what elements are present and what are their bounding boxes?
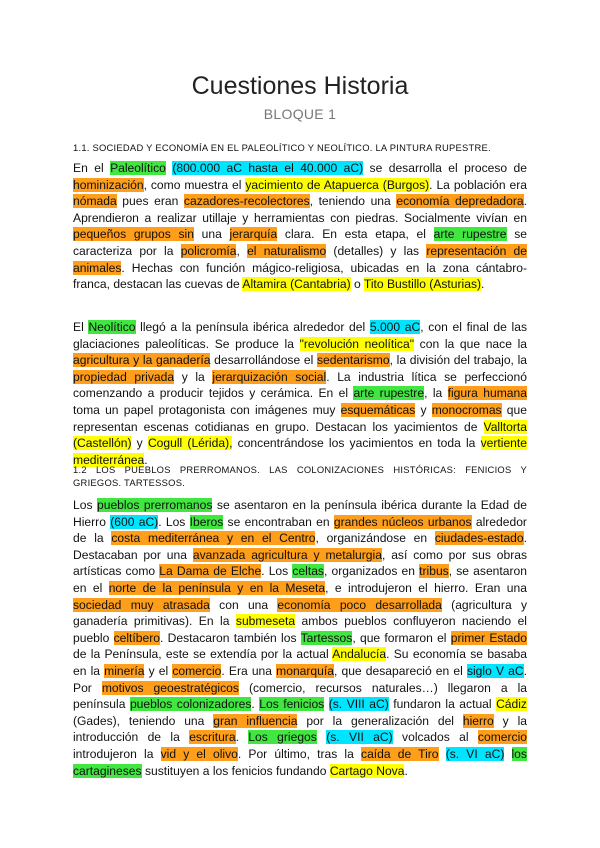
section-2-heading: 1.2 LOS PUEBLOS PRERROMANOS. LAS COLONIZACIONES HISTÓRICAS: FENICIOS Y GRIEGOS. TARTESSOS. bbox=[73, 464, 527, 488]
highlight-orange: policromía bbox=[180, 243, 237, 258]
highlight-orange: esquemáticas bbox=[340, 402, 416, 417]
highlight-yellow: Cartago Nova bbox=[329, 763, 405, 778]
highlight-orange: sociedad muy atrasada bbox=[73, 597, 210, 612]
highlight-orange: costa mediterránea y en el Centro bbox=[111, 531, 316, 546]
highlight-green: Iberos bbox=[189, 514, 224, 529]
highlight-orange: tribus bbox=[419, 564, 449, 579]
document-subtitle: BLOQUE 1 bbox=[263, 106, 337, 122]
highlight-orange: hominización bbox=[73, 177, 144, 192]
highlight-cyan: 5.000 aC bbox=[369, 320, 421, 334]
highlight-orange: nómada bbox=[73, 194, 117, 209]
highlight-green: arte rupestre bbox=[433, 227, 507, 242]
highlight-cyan: (s. VI aC) bbox=[445, 746, 505, 761]
highlight-orange: La Dama de Elche bbox=[159, 564, 262, 579]
highlight-orange: celtíbero bbox=[113, 630, 160, 645]
highlight-green: Los fenicios bbox=[259, 697, 325, 712]
highlight-orange: jerarquización social bbox=[212, 369, 327, 384]
highlight-orange: economía poco desarrollada bbox=[277, 597, 442, 612]
highlight-orange: el naturalismo bbox=[247, 243, 327, 258]
highlight-cyan: (s. VIII aC) bbox=[328, 697, 389, 712]
highlight-green: Neolítico bbox=[88, 320, 136, 334]
highlight-orange: grandes núcleos urbanos bbox=[333, 514, 472, 529]
highlight-yellow: submeseta bbox=[235, 614, 296, 629]
highlight-orange: propiedad privada bbox=[73, 369, 175, 384]
highlight-yellow: Valltorta (Castellón) bbox=[73, 419, 527, 451]
highlight-green: Paleolítico bbox=[110, 161, 166, 175]
highlight-yellow: Andalucía bbox=[332, 647, 387, 662]
highlight-orange: ciudades-estado bbox=[434, 531, 524, 546]
highlight-cyan: (800.000 aC hasta el 40.000 aC) bbox=[172, 161, 364, 175]
highlight-orange: representación de animales bbox=[73, 243, 527, 275]
highlight-yellow: "revolución neolítica" bbox=[299, 336, 415, 351]
highlight-orange: minería bbox=[104, 663, 145, 678]
highlight-green: pueblos colonizadores bbox=[129, 697, 252, 712]
highlight-orange: jerarquía bbox=[229, 227, 278, 242]
document-title: Cuestiones Historia bbox=[191, 72, 409, 100]
highlight-orange: vid y el olivo bbox=[160, 746, 238, 761]
highlight-orange: pequeños grupos sin bbox=[73, 227, 194, 242]
highlight-orange: motivos geoestratégicos bbox=[101, 680, 239, 695]
highlight-yellow: yacimiento de Atapuerca (Burgos) bbox=[245, 177, 430, 192]
section-1-paragraph-2: El Neolítico llegó a la península ibérica alrededor del 5.000 aC, con el final de las glaciaciones paleolíticas. Se produce la "revolución neolítica" con la que nace la agricultura y la ganadería desarrollándose el sedentarismo, la división del trabajo, la propiedad privada y la jerarquización social. La industria lítica se perfeccionó comenzando a producir tejidos y cerámica. En el arte rupestre, la figura humana toma un papel protagonista con imágenes muy esquemáticas y monocromas que representan escenas cotidianas en grupo. Destacan los yacimientos de Valltorta (Castellón) y Cogull (Lérida), concentrándose los yacimientos en toda la vertiente mediterránea. bbox=[73, 320, 528, 467]
highlight-green: los cartagineses bbox=[73, 746, 527, 778]
highlight-orange: comercio bbox=[477, 730, 527, 745]
highlight-green: Los griegos bbox=[248, 730, 317, 745]
highlight-cyan: siglo V aC bbox=[466, 663, 524, 678]
highlight-yellow: Cogull (Lérida), bbox=[147, 436, 233, 451]
highlight-cyan: (s. VII aC) bbox=[326, 730, 393, 745]
highlight-yellow: Cádiz bbox=[496, 697, 527, 712]
section-1-paragraph-1: En el Paleolítico (800.000 aC hasta el 40.000 aC) se desarrolla el proceso de hominización, como muestra el yacimiento de Atapuerca (Burgos). La población era nómada pues eran cazadores-recolectores, teniendo una economía depredadora. Aprendieron a realizar utillaje y herramientas con piedras. Socialmente vivían en pequeños grupos sin una jerarquía clara. En esta etapa, el arte rupestre se caracteriza por la policromía, el naturalismo (detalles) y las representación de animales. Hechas con función mágico-religiosa, ubicadas en la zona cántabro-franca, destacan las cuevas de Altamira (Cantabria) o Tito Bustillo (Asturias). bbox=[73, 161, 528, 292]
highlight-green: arte rupestre bbox=[353, 386, 425, 401]
highlight-orange: cazadores-recolectores bbox=[183, 194, 310, 209]
highlight-orange: norte de la península y en la Meseta bbox=[108, 580, 326, 595]
highlight-yellow: vertiente mediterránea bbox=[73, 436, 527, 467]
highlight-orange: avanzada agricultura y metalurgia bbox=[192, 547, 382, 562]
highlight-orange: agricultura y la ganadería bbox=[73, 353, 211, 368]
highlight-green: pueblos prerromanos bbox=[97, 498, 213, 512]
highlight-orange: monocromas bbox=[431, 402, 502, 417]
highlight-green: celtas bbox=[292, 564, 324, 579]
highlight-yellow: Altamira (Cantabria) bbox=[242, 277, 351, 292]
highlight-orange: escritura bbox=[189, 730, 236, 745]
highlight-orange: primer Estado bbox=[450, 630, 527, 645]
highlight-orange: comercio bbox=[172, 663, 222, 678]
highlight-orange: economía depredadora bbox=[396, 194, 524, 209]
highlight-cyan: (600 aC) bbox=[110, 514, 159, 529]
highlight-orange: gran influencia bbox=[213, 713, 298, 728]
highlight-orange: caída de Tiro bbox=[361, 746, 439, 761]
highlight-orange: sedentarismo bbox=[316, 353, 390, 368]
section-1-heading: 1.1. SOCIEDAD Y ECONOMÍA EN EL PALEOLÍTICO Y NEOLÍTICO. LA PINTURA RUPESTRE. bbox=[73, 142, 491, 153]
highlight-orange: figura humana bbox=[447, 386, 527, 401]
highlight-yellow: Tito Bustillo (Asturias) bbox=[363, 277, 482, 292]
highlight-orange: hierro bbox=[462, 713, 494, 728]
highlight-orange: monarquía bbox=[276, 663, 334, 678]
highlight-green: Tartessos bbox=[300, 630, 353, 645]
section-2-paragraph-1: Los pueblos prerromanos se asentaron en la península ibérica durante la Edad de Hierro (600 aC). Los Iberos se encontraban en grandes núcleos urbanos alrededor de la costa mediterránea y en el Centro, organizándose en ciudades-estado. Destacaban por una avanzada agricultura y metalurgia, así como por sus obras artísticas como La Dama de Elche. Los celtas, organizados en tribus, se asentaron en el norte de la península y en la Meseta, e introdujeron el hierro. Eran una sociedad muy atrasada con una economía poco desarrollada (agricultura y ganadería primitivas). En la submeseta ambos pueblos confluyeron naciendo el pueblo celtíbero. Destacaron también los Tartessos, que formaron el primer Estado de la Península, este se extendía por la actual Andalucía. Su economía se basaba en la minería y el comercio. Era una monarquía, que desapareció en el siglo V aC. Por motivos geoestratégicos (comercio, recursos naturales…) llegaron a la península pueblos colonizadores. Los fenicios (s. VIII aC) fundaron la actual Cádiz (Gades), teniendo una gran influencia por la generalización del hierro y la introducción de la escritura. Los griegos (s. VII aC) volcados al comercio introdujeron la vid y el olivo. Por último, tras la caída de Tiro (s. VI aC) los cartagineses sustituyen a los fenicios fundando Cartago Nova. bbox=[73, 498, 528, 778]
